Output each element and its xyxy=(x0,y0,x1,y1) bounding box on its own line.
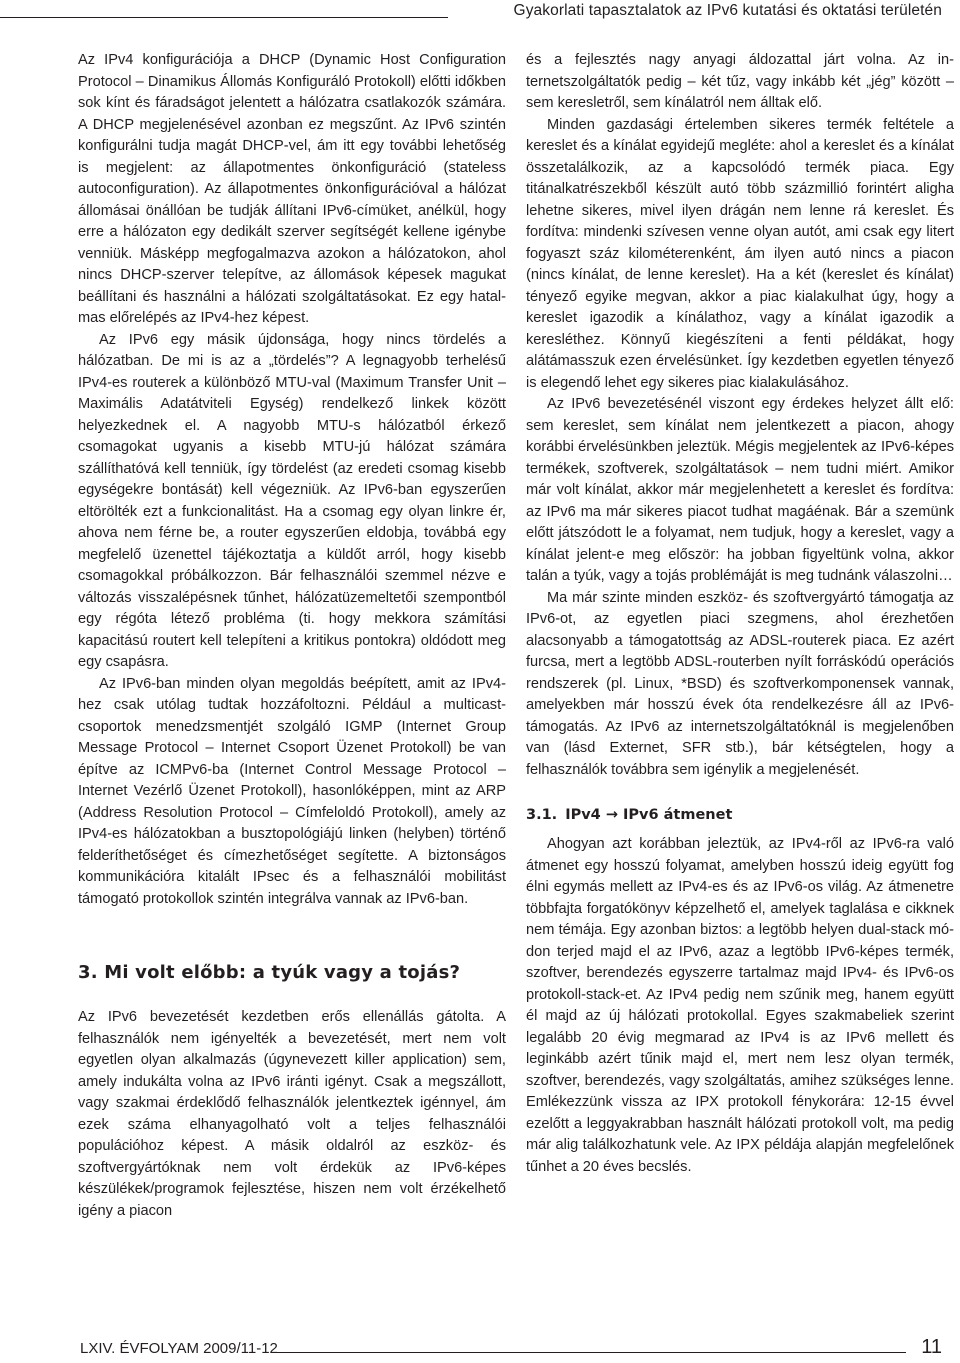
paragraph: Ahogyan azt korábban jeleztük, az IPv4-ről az IPv6-ra való átmenet egy hosszú folyamat, amelyben hosszú ideig együtt fog élni egymás mellett az IPv4-es és az IPv6-os világ. Az átmenetre többfajta forgatókönyv képzelhető el, amelyek taglalása e cikknek nem témája. Egy azonban biztos: a legtöbb helyen dual-stack módon terjed majd el az IPv6, azaz a legtöbb IPv6-képes termék, szoftver, berendezés egyszerre tartalmaz majd IPv4- és IPv6-os protokoll-stack-et. Az IPv4 pedig nem szűnik meg, hanem együtt él majd az új hálózati protokollal. Egyes szakmabeliek szerint legalább 20 évig megmarad az IPv4 is az IPv6 mellett és leginkább azért tűnik majd el, mert nem lesz olyan termék, szoftver, berendezés, vagy szolgáltatás, amihez szükséges lenne. Emlékezzünk vissza az IPX protokoll fénykorára: 12-15 évvel ezelőtt a leggyakrabban használt hálózati protokoll volt, ma pedig már alig találkozhatunk vele. Az IPX példája alapján megfelelőnek tűnhet a 20 éves becslés. xyxy=(526,836,954,1175)
paragraph: Ma már szinte minden eszköz- és szoftvergyártó támogatja az IPv6-ot, az egyetlen piaci szegmens, ahol érezhetően alacsonyabb a támogatottság az ADSL-routerek piaca. Ez azért furcsa, mert a legtöbb ADSL-routerben nyílt forráskódú operációs rendszerek (pl. Linux, *BSD) és szoftverkomponensek vannak, amelyekben már hosszú évek óta rendelkezésre áll az IPv6-támogatás. Az IPv6 az internetszolgáltatóknál is megjelenőben van (lásd Externet, SFR stb.), bár kétségtelen, hogy a felhasználók továbbra sem igénylik a megjelenését. xyxy=(526,589,954,778)
page-number: 11 xyxy=(921,1336,942,1358)
section-heading: 3. Mi volt előbb: a tyúk vagy a tojás? xyxy=(78,962,461,983)
paragraph: Minden gazdasági értelemben sikeres termék feltétele a kereslet és a kínálat egyidejű megléte: ahol a kereslet és a kínálat összetalálkozik, az a kapcsolódó termék piaca. Egy titánalkatrészekből készült autó több százmillió forintért aligha lehetne sikeres, mivel ilyen drágán nem lenne rá kereslet. És fordítva: mindenki szívesen venne olyan autót, ami csak egy litert fogyaszt száz kilométerenként, ám ilyen autó nincs a piacon (nincs kínálat, de lenne kereslet). Ha a két (kereslet és kínálat) tényező egyike megvan, akkor a piac kialakulhat úgy, hogy a kereslet igazodik a kínálathoz, vagy a kínálat igazodik a keresléthez. Könnyű kiegészíteni a fenti példákat, hogy alátámasszuk ezen érvelésünket. Így kezdetben egyetlen tényező is elegendő lehet egy sikeres piac kialakulásához. xyxy=(526,116,954,391)
footer-rule xyxy=(276,1352,906,1353)
paragraph: és a fejlesztés nagy anyagi áldozattal járt volna. Az internetszolgáltatók pedig – két tűz, vagy inkább két „jég” között – sem keresletről, sem kínálatról nem álltak elő. xyxy=(526,52,954,111)
paragraph: Az IPv6 egy másik újdonsága, hogy nincs tördelés a hálózatban. De mi is az a „tördelés”? A legnagyobb terhelésű IPv4-es routerek a különböző MTU-val (Maximum Transfer Unit – Maximális Adatátviteli Egység) rendelkező linkek között helyezkednek el. A nagyobb MTU-s hálózatból érkező csomagokat ugyanis a kisebb MTU-jú hálózat számára szállíthatóvá kell tenniük, így tördelést (az eredeti csomag kisebb egységekre bontását) kell végezniük. Az IPv6-ban egyszerűen eltörölték ezt a funkcionalitást. Ha a csomag egy olyan linkre ér, ahova nem férne be, a router egyszerűen eldobja, továbbá egy megfelelő üzenettel tájékoztatja a küldőt arról, hogy kisebb csomagokkal próbálkozzon. Bár felhasználói szemmel nézve e változás visszalépésnek tűnhet, hálózatüzemeltetői szempontból egy régóta létező probléma (ti. hogy mekkora számítási kapacitású routert kell telepíteni a kritikus pontokra) oldódott meg egy csapásra. xyxy=(78,331,506,670)
left-column xyxy=(78,50,506,1222)
subsection-heading xyxy=(526,805,954,826)
subsection-title: IPv4 → IPv6 átmenet xyxy=(565,807,733,823)
header-rule xyxy=(0,17,448,18)
paragraph: Az IPv6-ban minden olyan megoldás beépített, amit az IPv4-hez csak utólag tudtak hozzáfoltozni. Például a multicast-csoportok menedzsmentjét szolgáló IGMP (Internet Group Message Protocol – Internet Csoport Üzenet Protokoll) be van építve az ICMPv6-ba (Internet Control Message Protocol – Internet Vezérlő Üzenet Protokoll), hasonlóképpen, mint az ARP (Address Resolution Protocol – Címfeloldó Protokoll), amely az IPv4-es hálózatokban a busztopológiájú linken (helyben) történő felderíthetőséget és címezhetőséget segítette. A biztonságos kommunikációra kitalált IPsec és a felhasználói mobilitást támogató protokollok szintén integrálva vannak az IPv6-ban. xyxy=(78,675,506,907)
running-title: Gyakorlati tapasztalatok az IPv6 kutatási és oktatási területén xyxy=(513,2,942,19)
paragraph: Az IPv6 bevezetését kezdetben erős ellenállás gátolta. A felhasználók nem igényelték a bevezetését, mert nem volt egyetlen olyan alkalmazás (úgynevezett killer application) sem, amely indukálta volna az IPv6 iránti igényt. Csak a megszállott, vagy szakmai érdeklődő felhasználók jelentkeztek igénnyel, ám ezek száma elhanyagolható volt a teljes felhasználói populációhoz képest. A másik oldalról az eszköz- és szoftvergyártóknak nem volt érdekük az IPv6-képes készülékek/programok fejlesztése, hiszen nem volt érzékelhető igény a piacon xyxy=(78,1009,506,1219)
volume-label: LXIV. ÉVFOLYAM 2009/11-12 xyxy=(80,1340,278,1357)
paragraph: Az IPv4 konfigurációja a DHCP (Dynamic Host Configuration Protocol – Dinamikus Állomás Konfiguráló Protokoll) előtti időkben sok kínt és fáradságot jelentett a hálózatra csatlakozók számára. A DHCP megjelenésével azonban ez megszűnt. Az IPv6 szintén konfigurálni tudja magát DHCP-vel, ám itt egy további lehetőség is megjelent: az állapotmentes önkonfiguráció (stateless autoconfiguration). Az állapotmentes önkonfigurációval a hálózat állomásai önállóan be tudják állítani IPv6-címüket, anélkül, hogy erre a hálózaton egy dedikált szerver segítségét kellene igénybe venniük. Másképp megfogalmazva azokon a hálózatokon, ahol nincs DHCP-szerver telepítve, az állomások képesek magukat beállítani és használni a hálózati szolgáltatásokat. Ez egy hatalmas előrelépés az IPv4-hez képest. xyxy=(78,52,506,326)
subsection-number: 3.1. xyxy=(526,807,558,823)
paragraph: Az IPv6 bevezetésénél viszont egy érdekes helyzet állt elő: sem kereslet, sem kínálat nem jelentkezett a piacon, ahogy korábbi érvelésünkben jeleztük. Mégis megjelentek az IPv6-képes termékek, szoftverek, szolgáltatások – nem tudni miért. Amikor már volt kínálat, akkor már megjelenhetett a kereslet és fordítva: az IPv6 ma már sikeres piacot tudhat magáénak. Bár a szemünk előtt játszódott le a folyamat, nem tudjuk, hogy a kereslet, vagy a kínálat jelent-e meg először: ha jobban figyeltünk volna, akkor talán a tyúk, vagy a tojás problémáját is meg tudnánk válaszolni… xyxy=(526,396,954,584)
right-column xyxy=(526,50,954,1178)
page-footer xyxy=(80,1336,942,1360)
